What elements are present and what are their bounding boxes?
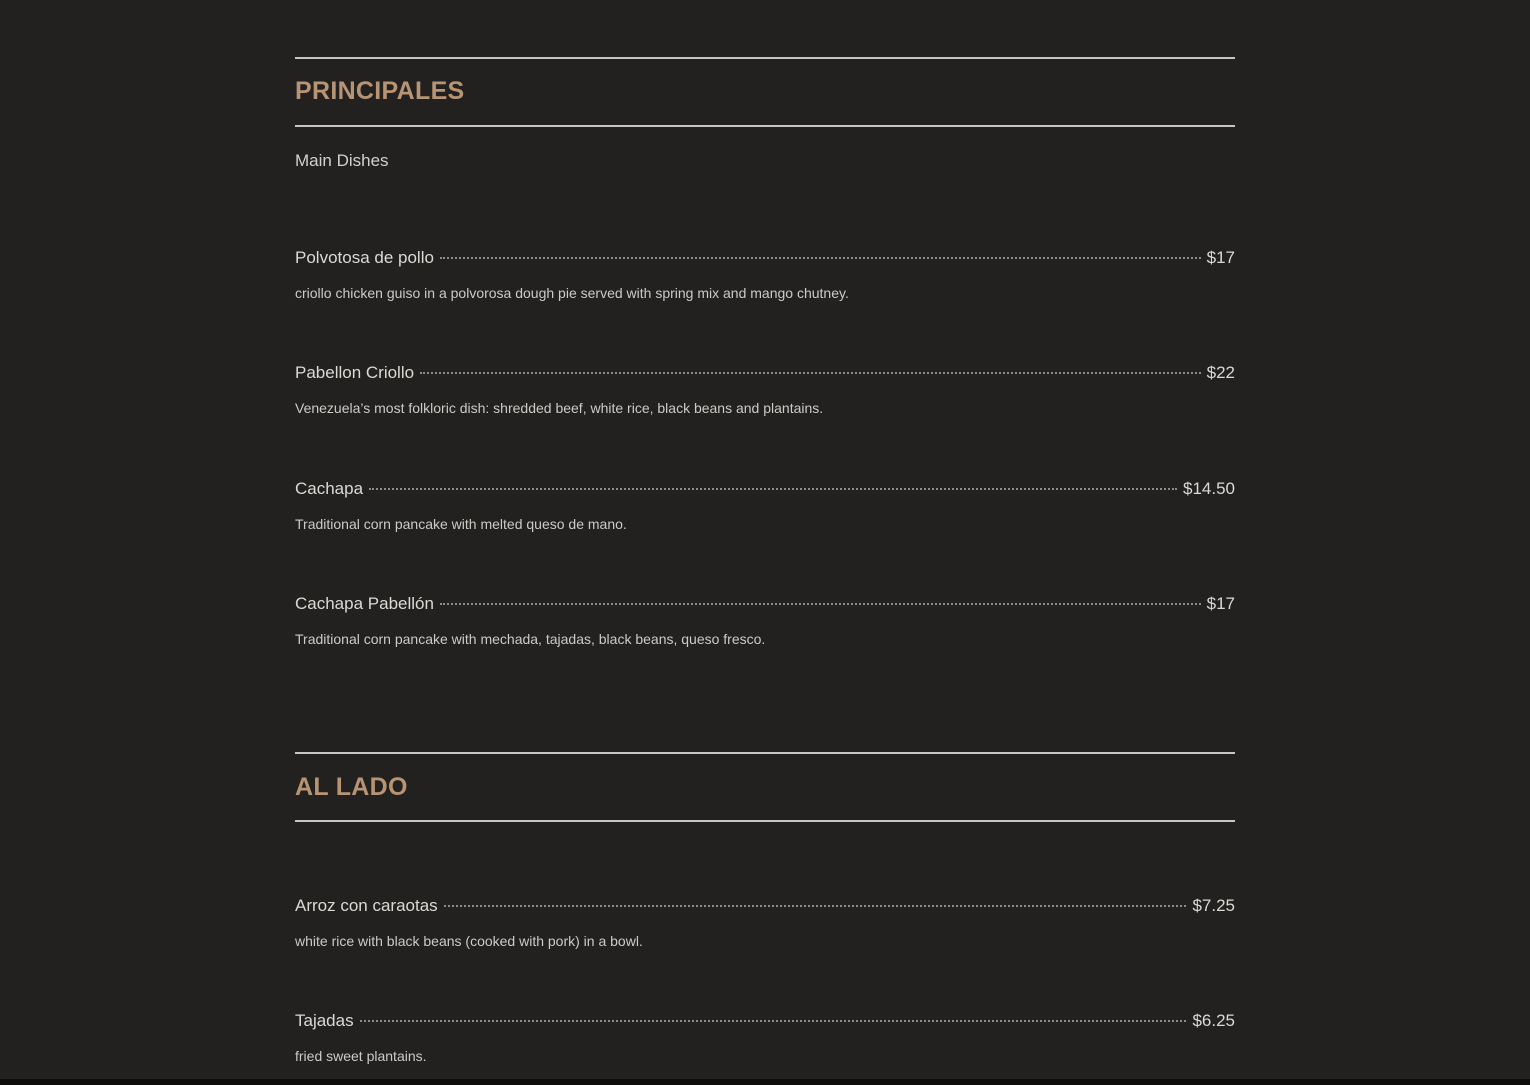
bottom-edge-bar	[0, 1079, 1530, 1085]
dot-leader	[369, 488, 1177, 490]
menu-item-price: $14.50	[1183, 479, 1235, 498]
menu-item-name: Polvotosa de pollo	[295, 248, 434, 267]
menu-item-description: Venezuela’s most folkloric dish: shredded beef, white rice, black beans and plantains.	[295, 400, 824, 416]
section-top-rule	[295, 752, 1235, 754]
menu-item-description: Traditional corn pancake with melted queso de mano.	[295, 516, 627, 532]
menu-item-price: $22	[1206, 363, 1235, 382]
menu-item-name: Arroz con caraotas	[295, 896, 438, 915]
menu-item	[295, 478, 1235, 533]
dot-leader	[444, 905, 1187, 907]
section-subtitle: Main Dishes	[295, 151, 389, 170]
section-title: AL LADO	[295, 773, 408, 801]
menu-item-description: Traditional corn pancake with mechada, tajadas, black beans, queso fresco.	[295, 631, 766, 647]
section-bottom-rule	[295, 820, 1235, 822]
menu-item-row	[295, 895, 1235, 917]
menu-item-row	[295, 593, 1235, 615]
menu-item-price: $17	[1206, 248, 1235, 267]
menu-item-name: Tajadas	[295, 1011, 354, 1030]
menu-item-description: fried sweet plantains.	[295, 1048, 427, 1064]
menu-item-price: $7.25	[1192, 896, 1235, 915]
section-title: PRINCIPALES	[295, 77, 465, 105]
menu-item	[295, 593, 1235, 648]
dot-leader	[440, 603, 1201, 605]
dot-leader	[420, 372, 1201, 374]
menu-item-price: $17	[1206, 594, 1235, 613]
menu-item-row	[295, 362, 1235, 384]
menu-item	[295, 1010, 1235, 1065]
menu-item-name: Cachapa	[295, 479, 364, 498]
section-bottom-rule	[295, 125, 1235, 127]
menu-item	[295, 895, 1235, 950]
menu-item-row	[295, 247, 1235, 269]
menu-item-name: Pabellon Criollo	[295, 363, 415, 382]
menu-item-description: criollo chicken guiso in a polvorosa dough pie served with spring mix and mango chutney.	[295, 285, 849, 301]
dot-leader	[360, 1020, 1187, 1022]
menu-item-row	[295, 1010, 1235, 1032]
menu-item-row	[295, 478, 1235, 500]
menu-item-price: $6.25	[1192, 1011, 1235, 1030]
menu-item-description: white rice with black beans (cooked with pork) in a bowl.	[295, 933, 643, 949]
menu-item	[295, 247, 1235, 302]
dot-leader	[440, 257, 1201, 259]
menu-item-name: Cachapa Pabellón	[295, 594, 434, 613]
menu-item	[295, 362, 1235, 417]
section-top-rule	[295, 57, 1235, 59]
